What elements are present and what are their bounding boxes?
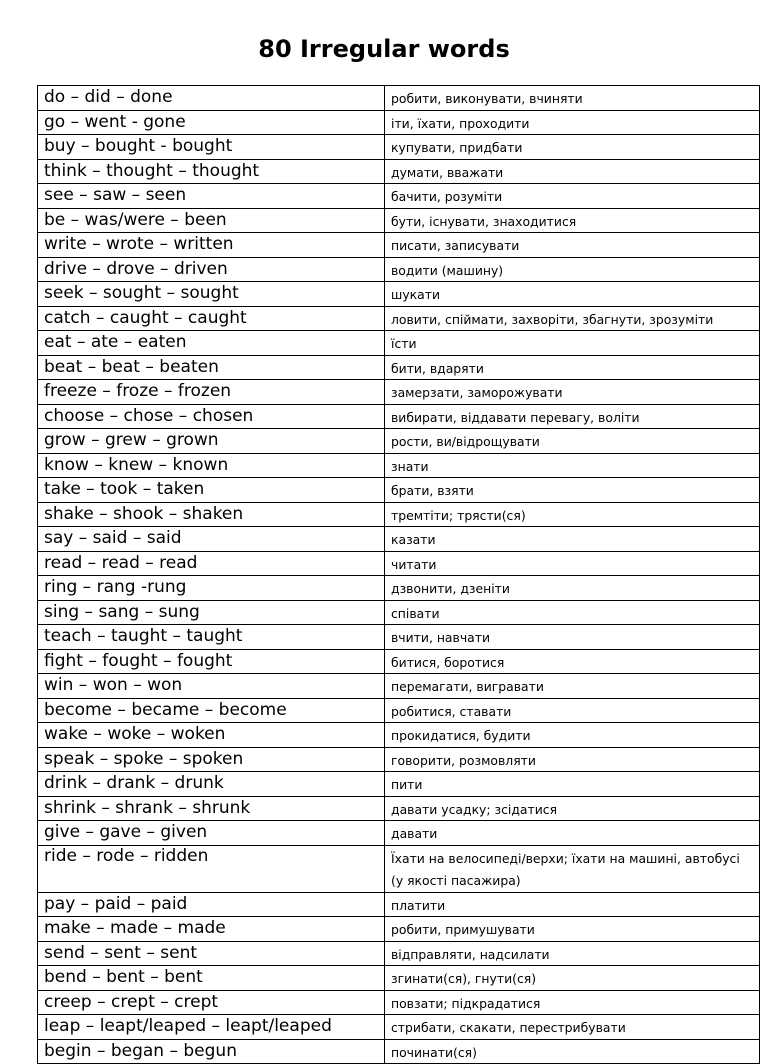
translation-cell: шукати — [385, 282, 760, 307]
translation-cell: робити, виконувати, вчиняти — [385, 86, 760, 111]
verb-forms-cell: win – won – won — [38, 674, 385, 699]
translation-cell: читати — [385, 551, 760, 576]
table-row — [38, 796, 760, 821]
translation-cell: прокидатися, будити — [385, 723, 760, 748]
verb-forms-cell: take – took – taken — [38, 478, 385, 503]
table-row — [38, 478, 760, 503]
table-row — [38, 282, 760, 307]
translation-cell: стрибати, скакати, перестрибувати — [385, 1015, 760, 1040]
table-row — [38, 233, 760, 258]
translation-cell: Їхати на велосипеді/верхи; їхати на машині, автобусі (у якості пасажира) — [385, 845, 760, 892]
verb-forms-cell: speak – spoke – spoken — [38, 747, 385, 772]
verb-forms-cell: drink – drank – drunk — [38, 772, 385, 797]
table-row — [38, 551, 760, 576]
verb-forms-cell: become – became – become — [38, 698, 385, 723]
table-row — [38, 404, 760, 429]
table-row — [38, 821, 760, 846]
verb-forms-cell: ride – rode – ridden — [38, 845, 385, 892]
table-row — [38, 917, 760, 942]
verb-forms-cell: grow – grew – grown — [38, 429, 385, 454]
verb-forms-cell: drive – drove – driven — [38, 257, 385, 282]
verb-forms-cell: say – said – said — [38, 527, 385, 552]
table-row — [38, 208, 760, 233]
table-row — [38, 747, 760, 772]
translation-cell: перемагати, вигравати — [385, 674, 760, 699]
translation-cell: рости, ви/відрощувати — [385, 429, 760, 454]
translation-cell: купувати, придбати — [385, 135, 760, 160]
table-row — [38, 355, 760, 380]
verb-forms-cell: fight – fought – fought — [38, 649, 385, 674]
verb-forms-cell: know – knew – known — [38, 453, 385, 478]
verb-forms-cell: make – made – made — [38, 917, 385, 942]
verb-forms-cell: wake – woke – woken — [38, 723, 385, 748]
verb-forms-cell: catch – caught – caught — [38, 306, 385, 331]
verb-forms-cell: freeze – froze – frozen — [38, 380, 385, 405]
translation-cell: битися, боротися — [385, 649, 760, 674]
translation-cell: співати — [385, 600, 760, 625]
translation-cell: повзати; підкрадатися — [385, 990, 760, 1015]
translation-cell: давати усадку; зсідатися — [385, 796, 760, 821]
verb-forms-cell: be – was/were – been — [38, 208, 385, 233]
verb-forms-cell: beat – beat – beaten — [38, 355, 385, 380]
verb-forms-cell: teach – taught – taught — [38, 625, 385, 650]
translation-cell: казати — [385, 527, 760, 552]
translation-cell: знати — [385, 453, 760, 478]
table-row — [38, 772, 760, 797]
verb-forms-cell: pay – paid – paid — [38, 892, 385, 917]
table-row — [38, 845, 760, 892]
translation-cell: вчити, навчати — [385, 625, 760, 650]
translation-cell: тремтіти; трясти(ся) — [385, 502, 760, 527]
translation-cell: іти, їхати, проходити — [385, 110, 760, 135]
translation-cell: згинати(ся), гнути(ся) — [385, 966, 760, 991]
translation-cell: бути, існувати, знаходитися — [385, 208, 760, 233]
verb-forms-cell: read – read – read — [38, 551, 385, 576]
translation-cell: брати, взяти — [385, 478, 760, 503]
table-row — [38, 1039, 760, 1064]
translation-cell: їсти — [385, 331, 760, 356]
table-row — [38, 892, 760, 917]
verb-forms-cell: think – thought – thought — [38, 159, 385, 184]
verb-forms-cell: ring – rang -rung — [38, 576, 385, 601]
page-title: 80 Irregular words — [258, 35, 510, 63]
translation-cell: ловити, спіймати, захворіти, збагнути, зрозуміти — [385, 306, 760, 331]
verb-forms-cell: choose – chose – chosen — [38, 404, 385, 429]
table-row — [38, 306, 760, 331]
verb-forms-cell: sing – sang – sung — [38, 600, 385, 625]
translation-cell: робитися, ставати — [385, 698, 760, 723]
table-body — [38, 86, 760, 1064]
table-row — [38, 966, 760, 991]
translation-cell: починати(ся) — [385, 1039, 760, 1064]
table-row — [38, 576, 760, 601]
translation-cell: робити, примушувати — [385, 917, 760, 942]
table-row — [38, 723, 760, 748]
table-row — [38, 257, 760, 282]
verb-forms-cell: begin – began – begun — [38, 1039, 385, 1064]
verb-forms-cell: shrink – shrank – shrunk — [38, 796, 385, 821]
verb-forms-cell: leap – leapt/leaped – leapt/leaped — [38, 1015, 385, 1040]
verb-forms-cell: creep – crept – crept — [38, 990, 385, 1015]
translation-cell: пити — [385, 772, 760, 797]
table-row — [38, 674, 760, 699]
translation-cell: бачити, розуміти — [385, 184, 760, 209]
translation-cell: замерзати, заморожувати — [385, 380, 760, 405]
table-row — [38, 1015, 760, 1040]
verb-forms-cell: do – did – done — [38, 86, 385, 111]
table-row — [38, 527, 760, 552]
translation-cell: бити, вдаряти — [385, 355, 760, 380]
verb-forms-cell: bend – bent – bent — [38, 966, 385, 991]
table-row — [38, 990, 760, 1015]
translation-cell: водити (машину) — [385, 257, 760, 282]
translation-cell: відправляти, надсилати — [385, 941, 760, 966]
verb-forms-cell: send – sent – sent — [38, 941, 385, 966]
verb-forms-cell: see – saw – seen — [38, 184, 385, 209]
table-row — [38, 698, 760, 723]
translation-cell: думати, вважати — [385, 159, 760, 184]
table-row — [38, 86, 760, 111]
table-row — [38, 649, 760, 674]
verb-forms-cell: eat – ate – eaten — [38, 331, 385, 356]
translation-cell: говорити, розмовляти — [385, 747, 760, 772]
table-row — [38, 331, 760, 356]
translation-cell: платити — [385, 892, 760, 917]
verb-forms-cell: give – gave – given — [38, 821, 385, 846]
translation-cell: давати — [385, 821, 760, 846]
table-row — [38, 502, 760, 527]
table-row — [38, 110, 760, 135]
verb-forms-cell: seek – sought – sought — [38, 282, 385, 307]
verb-forms-cell: write – wrote – written — [38, 233, 385, 258]
verb-forms-cell: buy – bought - bought — [38, 135, 385, 160]
verb-forms-cell: go – went - gone — [38, 110, 385, 135]
translation-cell: дзвонити, дзеніти — [385, 576, 760, 601]
table-row — [38, 429, 760, 454]
table-row — [38, 600, 760, 625]
table-row — [38, 625, 760, 650]
verb-forms-cell: shake – shook – shaken — [38, 502, 385, 527]
table-row — [38, 159, 760, 184]
table-row — [38, 941, 760, 966]
table-row — [38, 453, 760, 478]
table-row — [38, 135, 760, 160]
translation-cell: вибирати, віддавати перевагу, воліти — [385, 404, 760, 429]
translation-cell: писати, записувати — [385, 233, 760, 258]
table-row — [38, 184, 760, 209]
irregular-verbs-table — [37, 85, 760, 1064]
table-row — [38, 380, 760, 405]
